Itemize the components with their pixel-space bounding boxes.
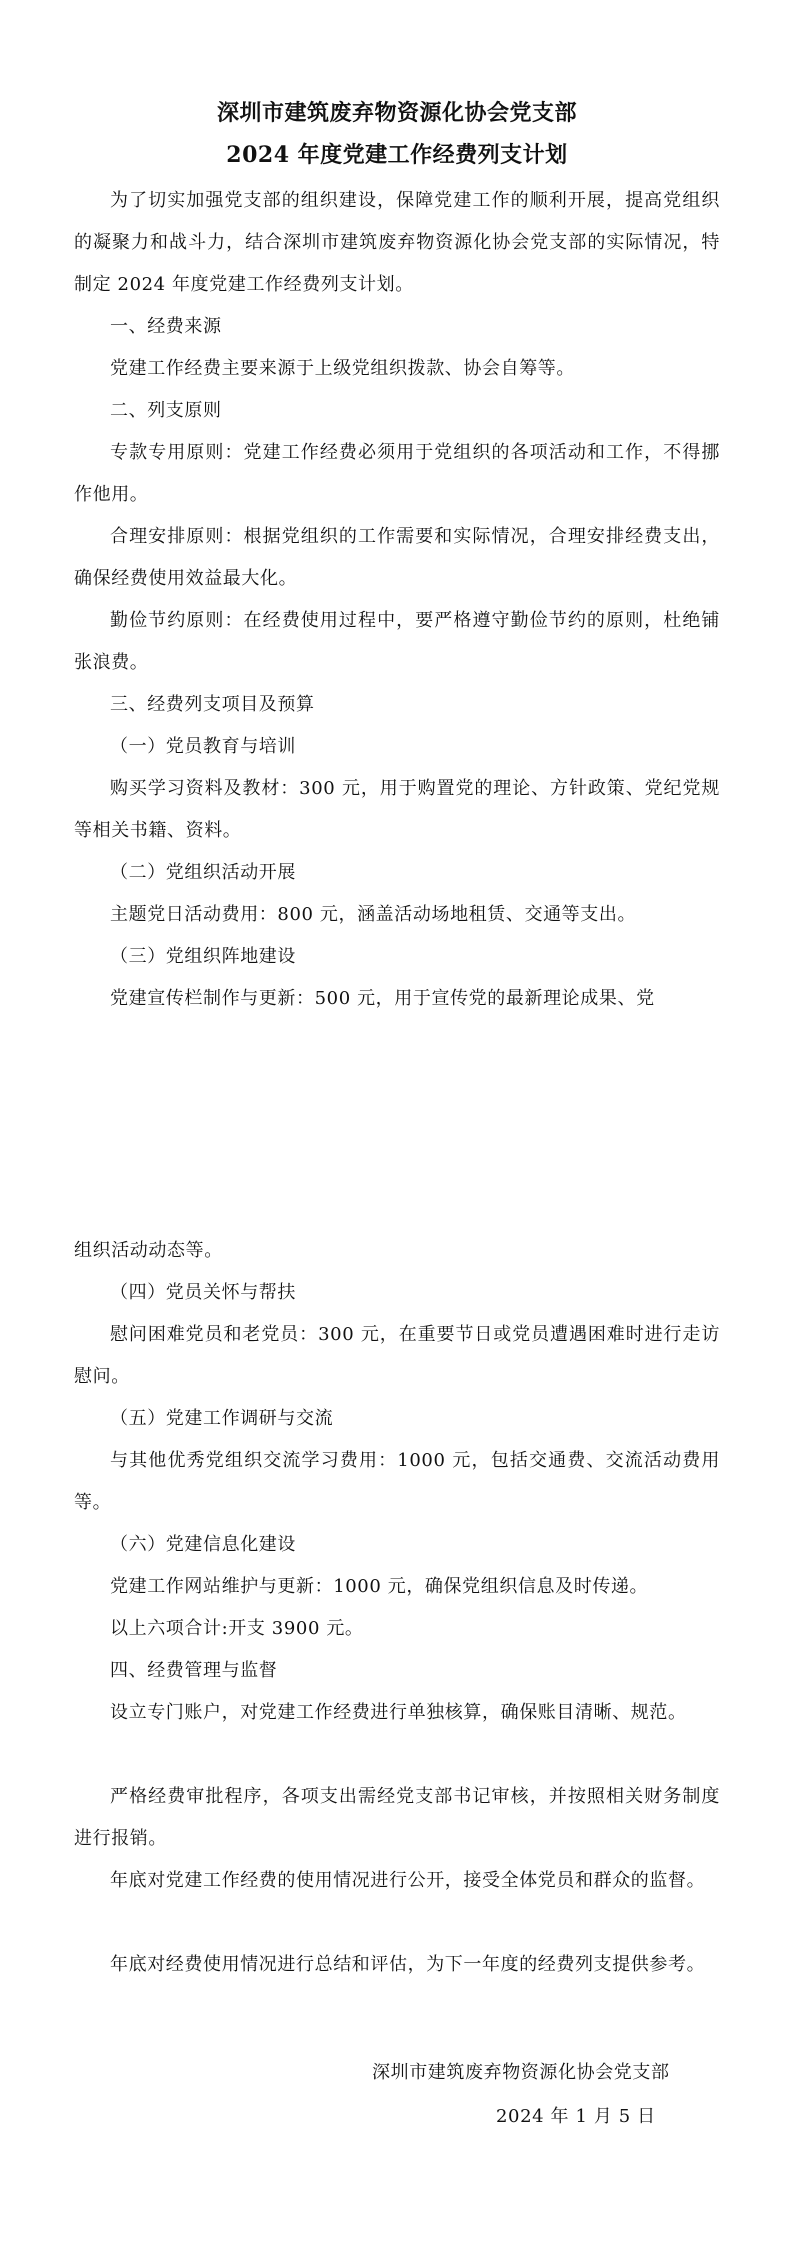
section-3-1-heading: （一）党员教育与培训 <box>110 736 296 757</box>
section-3-5-text: 与其他优秀党组织交流学习费用：1000 元，包括交通费、交流活动费用等。 <box>74 1450 720 1513</box>
budget-total: 以上六项合计:开支 3900 元。 <box>110 1618 364 1639</box>
section-4-paragraph-1: 设立专门账户，对党建工作经费进行单独核算，确保账目清晰、规范。 <box>110 1702 687 1723</box>
section-3-3-text-part2: 组织活动动态等。 <box>74 1240 223 1261</box>
section-2-heading: 二、列支原则 <box>110 400 222 421</box>
section-3-4-text: 慰问困难党员和老党员：300 元，在重要节日或党员遭遇困难时进行走访慰问。 <box>74 1324 720 1387</box>
section-4-paragraph-2: 严格经费审批程序，各项支出需经党支部书记审核，并按照相关财务制度进行报销。 <box>74 1786 720 1849</box>
section-1-text: 党建工作经费主要来源于上级党组织拨款、协会自筹等。 <box>110 358 575 379</box>
section-3-heading: 三、经费列支项目及预算 <box>110 694 315 715</box>
section-4-paragraph-3: 年底对党建工作经费的使用情况进行公开，接受全体党员和群众的监督。 <box>110 1870 706 1891</box>
section-3-1-text: 购买学习资料及教材：300 元，用于购置党的理论、方针政策、党纪党规等相关书籍、资料。 <box>74 778 720 841</box>
section-3-3-text-part1: 党建宣传栏制作与更新：500 元，用于宣传党的最新理论成果、党 <box>110 988 655 1009</box>
intro-paragraph: 为了切实加强党支部的组织建设，保障党建工作的顺利开展，提高党组织的凝聚力和战斗力，结合深圳市建筑废弃物资源化协会党支部的实际情况，特制定 2024 年度党建工作经费列支计划。 <box>74 190 720 295</box>
section-2-principle-2: 合理安排原则：根据党组织的工作需要和实际情况，合理安排经费支出，确保经费使用效益最大化。 <box>74 526 720 589</box>
section-3-6-text: 党建工作网站维护与更新：1000 元，确保党组织信息及时传递。 <box>110 1576 649 1597</box>
doc-title-line1: 深圳市建筑废弃物资源化协会党支部 <box>216 100 577 126</box>
section-1-heading: 一、经费来源 <box>110 316 222 337</box>
section-3-2-heading: （二）党组织活动开展 <box>110 862 296 883</box>
section-4-paragraph-4: 年底对经费使用情况进行总结和评估，为下一年度的经费列支提供参考。 <box>110 1954 706 1975</box>
signature-date: 2024 年 1 月 5 日 <box>496 2106 656 2127</box>
section-3-6-heading: （六）党建信息化建设 <box>110 1534 296 1555</box>
section-3-3-heading: （三）党组织阵地建设 <box>110 946 296 967</box>
section-2-principle-1: 专款专用原则：党建工作经费必须用于党组织的各项活动和工作，不得挪作他用。 <box>74 442 720 505</box>
section-3-4-heading: （四）党员关怀与帮扶 <box>110 1282 296 1303</box>
signature-organization: 深圳市建筑废弃物资源化协会党支部 <box>372 2062 670 2083</box>
section-3-2-text: 主题党日活动费用：800 元，涵盖活动场地租赁、交通等支出。 <box>110 904 637 925</box>
section-3-5-heading: （五）党建工作调研与交流 <box>110 1408 334 1429</box>
section-2-principle-3: 勤俭节约原则：在经费使用过程中，要严格遵守勤俭节约的原则，杜绝铺张浪费。 <box>74 610 720 673</box>
section-4-heading: 四、经费管理与监督 <box>110 1660 278 1681</box>
doc-title-line2: 2024 年度党建工作经费列支计划 <box>226 142 568 168</box>
